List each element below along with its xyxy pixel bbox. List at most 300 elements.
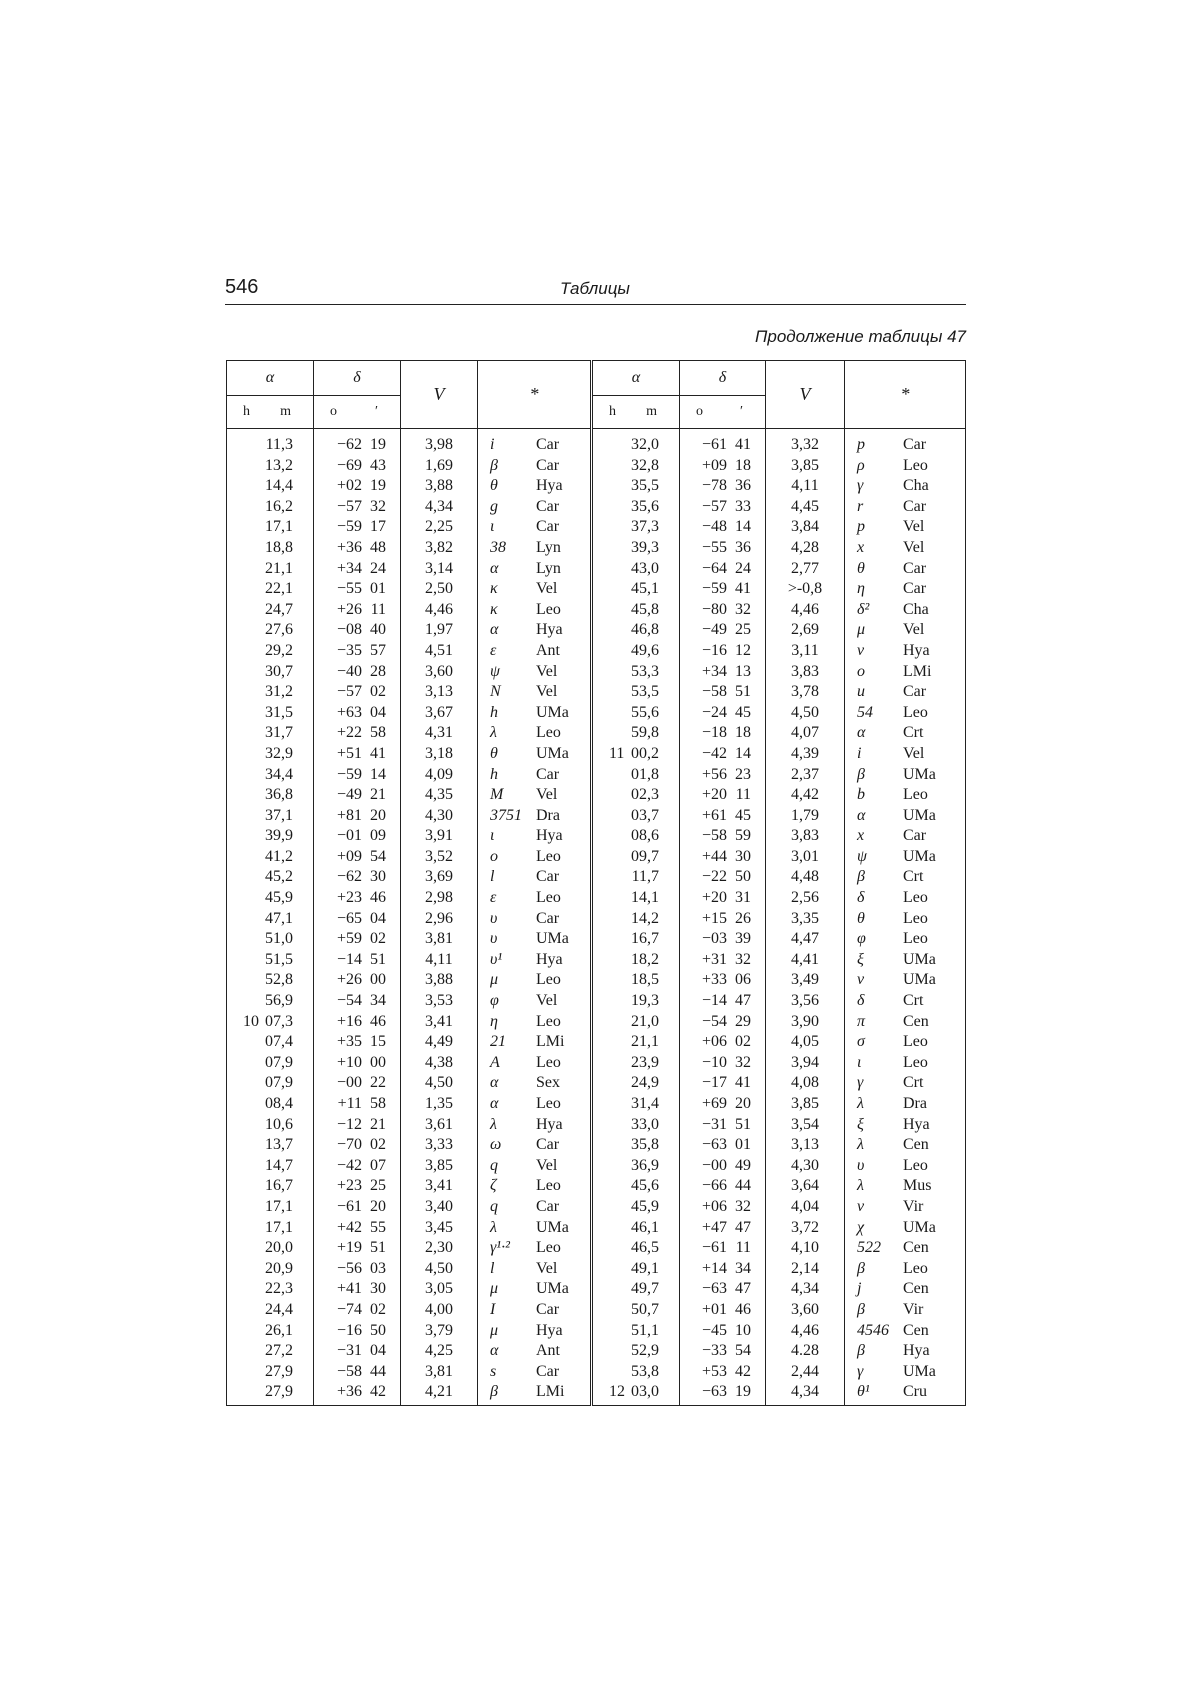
- dec-cell: [680, 785, 766, 806]
- dec-cell: [314, 847, 401, 868]
- dec-cell: [680, 867, 766, 888]
- star-cell: [478, 1073, 592, 1094]
- star-constellation: Hya: [536, 477, 563, 495]
- star-designation: α: [490, 1095, 499, 1112]
- star-designation: i: [857, 744, 862, 762]
- ra-minutes: 16,7: [631, 930, 659, 948]
- ra-cell: [592, 538, 680, 559]
- ra-minutes: 31,4: [631, 1095, 659, 1112]
- magnitude-cell: 3,91: [401, 826, 478, 847]
- ra-minutes: 45,1: [631, 580, 659, 598]
- dec-cell: [680, 497, 766, 518]
- dec-arcmin: 02: [370, 1300, 386, 1318]
- dec-degrees: +26: [336, 971, 362, 989]
- dec-degrees: −61: [701, 1239, 727, 1257]
- star-cell: [845, 456, 966, 477]
- magnitude-cell: 3,67: [401, 703, 478, 724]
- ra-minutes: 35,6: [631, 497, 659, 515]
- dec-degrees: +11: [337, 1095, 362, 1112]
- dec-arcmin: 45: [735, 703, 751, 721]
- table-row: [227, 826, 966, 847]
- dec-arcmin: 51: [370, 1239, 386, 1257]
- star-cell: [845, 1115, 966, 1136]
- star-designation: o: [490, 847, 498, 865]
- star-constellation: Vel: [536, 786, 558, 804]
- dec-degrees: −45: [701, 1321, 727, 1339]
- ra-minutes: 32,9: [265, 744, 293, 762]
- magnitude-cell: 3,05: [401, 1279, 478, 1300]
- dec-arcmin: 30: [370, 868, 386, 886]
- dec-degrees: −59: [701, 580, 727, 598]
- star-cell: [478, 785, 592, 806]
- star-designation: 21: [490, 1033, 506, 1051]
- ra-minutes: 08,4: [265, 1095, 293, 1112]
- star-cell: [845, 1300, 966, 1321]
- star-constellation: UMa: [536, 1280, 569, 1298]
- ra-cell: [592, 1218, 680, 1239]
- star-designation: ξ: [857, 950, 864, 968]
- dec-degrees: −57: [336, 683, 362, 701]
- dec-arcmin: 48: [370, 538, 386, 556]
- magnitude-cell: 3,52: [401, 847, 478, 868]
- magnitude-cell: 4,39: [766, 744, 845, 765]
- magnitude-cell: 2,50: [401, 579, 478, 600]
- dec-arcmin: 42: [370, 1383, 386, 1401]
- ra-minutes: 32,8: [631, 456, 659, 474]
- dec-arcmin: 20: [735, 1095, 751, 1112]
- star-cell: [845, 867, 966, 888]
- dec-cell: [680, 1135, 766, 1156]
- dec-arcmin: 51: [735, 683, 751, 701]
- star-constellation: Ant: [536, 1342, 560, 1360]
- ra-cell: [227, 1238, 314, 1259]
- star-constellation: Hya: [536, 950, 563, 968]
- dec-arcmin: 39: [735, 930, 751, 948]
- dec-degrees: −63: [701, 1383, 727, 1401]
- magnitude-cell: 1,35: [401, 1094, 478, 1115]
- ra-minutes: 37,3: [631, 518, 659, 536]
- dec-degrees: +51: [336, 744, 362, 762]
- ra-cell: [592, 497, 680, 518]
- ra-cell: [227, 1053, 314, 1074]
- magnitude-cell: 4,35: [401, 785, 478, 806]
- ra-minutes: 31,2: [265, 683, 293, 701]
- star-designation: φ: [857, 930, 866, 948]
- dec-arcmin: 21: [370, 1115, 386, 1133]
- dec-arcmin: 43: [370, 456, 386, 474]
- star-cell: [478, 723, 592, 744]
- star-designation: ι: [490, 518, 495, 536]
- star-constellation: Cen: [903, 1012, 929, 1030]
- ra-minutes: 18,8: [265, 538, 293, 556]
- ra-minutes: 19,3: [631, 992, 659, 1010]
- star-cell: [845, 1012, 966, 1033]
- star-constellation: Leo: [536, 1177, 561, 1195]
- ra-cell: [227, 847, 314, 868]
- star-designation: α: [490, 1342, 499, 1360]
- star-constellation: Hya: [536, 1321, 563, 1339]
- table-caption: Продолжение таблицы 47: [755, 327, 966, 346]
- star-cell: [845, 1259, 966, 1280]
- ra-minutes: 39,3: [631, 538, 659, 556]
- dec-cell: [314, 559, 401, 580]
- star-designation: μ: [490, 1321, 499, 1339]
- star-designation: A: [490, 1053, 500, 1071]
- star-cell: [845, 662, 966, 683]
- ra-minutes: 45,2: [265, 868, 293, 886]
- ra-minutes: 35,8: [631, 1136, 659, 1154]
- ra-cell: [592, 1176, 680, 1197]
- dec-arcmin: 41: [370, 744, 386, 762]
- magnitude-cell: 4,42: [766, 785, 845, 806]
- ra-cell: [592, 682, 680, 703]
- ra-cell: [592, 929, 680, 950]
- ra-minutes: 35,5: [631, 477, 659, 495]
- dec-arcmin: 02: [735, 1033, 751, 1051]
- star-cell: [478, 867, 592, 888]
- ra-cell: [227, 620, 314, 641]
- table-row: [227, 888, 966, 909]
- star-designation: θ: [490, 744, 498, 762]
- dec-degrees: −49: [336, 786, 362, 804]
- magnitude-cell: 3,33: [401, 1135, 478, 1156]
- ra-hours: 11: [609, 744, 625, 762]
- dec-cell: [680, 1073, 766, 1094]
- star-constellation: Car: [536, 1136, 560, 1154]
- dec-arcmin: 04: [370, 703, 386, 721]
- magnitude-cell: 3,85: [766, 1094, 845, 1115]
- star-designation: δ: [857, 889, 865, 907]
- ra-minutes: 52,9: [631, 1342, 659, 1360]
- star-designation: γ: [857, 477, 864, 495]
- table-row: [227, 517, 966, 538]
- star-constellation: Vel: [903, 621, 925, 639]
- star-cell: [478, 847, 592, 868]
- ra-minutes: 43,0: [631, 559, 659, 577]
- star-designation: λ: [490, 1115, 497, 1133]
- dec-arcmin: 11: [735, 1239, 751, 1257]
- ra-cell: [592, 579, 680, 600]
- magnitude-cell: 2,30: [401, 1238, 478, 1259]
- star-designation: θ: [857, 909, 865, 927]
- star-designation: ρ: [857, 456, 865, 474]
- dec-arcmin: 07: [370, 1156, 386, 1174]
- star-designation: δ: [857, 992, 865, 1010]
- magnitude-cell: 4,34: [766, 1279, 845, 1300]
- dec-arcmin: 32: [735, 950, 751, 968]
- dec-arcmin: 11: [370, 600, 386, 618]
- star-designation: θ: [857, 559, 865, 577]
- star-cell: [845, 826, 966, 847]
- star-constellation: Cha: [903, 477, 929, 495]
- magnitude-cell: 4,34: [401, 497, 478, 518]
- ra-minutes: 53,5: [631, 683, 659, 701]
- dec-arcmin: 29: [735, 1012, 751, 1030]
- star-cell: [845, 1176, 966, 1197]
- dec-arcmin: 49: [735, 1156, 751, 1174]
- dec-degrees: +22: [336, 724, 362, 742]
- dec-degrees: +10: [336, 1053, 362, 1071]
- star-designation: γ¹·²: [490, 1239, 510, 1257]
- ra-minutes: 09,7: [631, 847, 659, 865]
- star-constellation: Cen: [903, 1321, 929, 1339]
- star-cell: [845, 785, 966, 806]
- star-cell: [478, 1053, 592, 1074]
- star-constellation: Car: [536, 868, 560, 886]
- star-cell: [478, 662, 592, 683]
- star-cell: [845, 1197, 966, 1218]
- ra-minutes: 31,7: [265, 724, 293, 742]
- star-cell: [478, 1218, 592, 1239]
- star-designation: ψ: [857, 847, 867, 865]
- star-designation: ω: [490, 1136, 502, 1154]
- star-constellation: UMa: [536, 744, 569, 762]
- dec-cell: [680, 723, 766, 744]
- dec-degrees: −54: [336, 992, 362, 1010]
- star-cell: [478, 888, 592, 909]
- star-constellation: Car: [903, 827, 927, 845]
- dec-degrees: −17: [701, 1074, 727, 1092]
- dec-arcmin: 46: [370, 889, 386, 907]
- star-designation: ν: [857, 971, 865, 989]
- star-designation: β: [490, 456, 498, 474]
- magnitude-cell: 3,85: [401, 1156, 478, 1177]
- dec-arcmin: 36: [735, 477, 751, 495]
- dec-arcmin: 02: [370, 1136, 386, 1154]
- star-constellation: LMi: [536, 1383, 565, 1401]
- ra-cell: [592, 970, 680, 991]
- dec-cell: [314, 1032, 401, 1053]
- star-constellation: Car: [903, 683, 927, 701]
- ra-cell: [592, 641, 680, 662]
- star-cell: [478, 641, 592, 662]
- star-cell: [845, 847, 966, 868]
- ra-minutes: 45,8: [631, 600, 659, 618]
- dec-arcmin: 40: [370, 621, 386, 639]
- ra-minutes: 13,2: [265, 456, 293, 474]
- star-cell: [845, 744, 966, 765]
- dec-cell: [680, 600, 766, 621]
- dec-degrees: +31: [701, 950, 727, 968]
- ra-minutes: 07,4: [265, 1033, 293, 1051]
- star-cell: [478, 538, 592, 559]
- dec-cell: [314, 538, 401, 559]
- ra-cell: [592, 517, 680, 538]
- star-cell: [845, 1032, 966, 1053]
- star-designation: h: [490, 765, 498, 783]
- table-row: [227, 744, 966, 765]
- ra-minutes: 36,9: [631, 1156, 659, 1174]
- star-designation: N: [490, 683, 501, 701]
- table-row: [227, 1156, 966, 1177]
- magnitude-cell: 4,49: [401, 1032, 478, 1053]
- magnitude-cell: 3,83: [766, 662, 845, 683]
- star-constellation: Leo: [536, 600, 561, 618]
- dec-cell: [314, 1218, 401, 1239]
- dec-degrees: −66: [701, 1177, 727, 1195]
- star-cell: [845, 991, 966, 1012]
- dec-degrees: +42: [336, 1218, 362, 1236]
- table-row: [227, 1032, 966, 1053]
- magnitude-cell: 3,32: [766, 429, 845, 456]
- magnitude-cell: 3,79: [401, 1321, 478, 1342]
- star-cell: [478, 682, 592, 703]
- dec-arcmin: 57: [370, 641, 386, 659]
- ra-cell: [592, 1156, 680, 1177]
- ra-minutes: 51,0: [265, 930, 293, 948]
- star-cell: [478, 559, 592, 580]
- magnitude-cell: 4,50: [401, 1073, 478, 1094]
- dec-arcmin: 18: [735, 724, 751, 742]
- star-cell: [478, 765, 592, 786]
- magnitude-cell: 2,25: [401, 517, 478, 538]
- star-cell: [845, 765, 966, 786]
- star-designation: l: [490, 868, 495, 886]
- magnitude-cell: 3,64: [766, 1176, 845, 1197]
- dec-degrees: −08: [336, 621, 362, 639]
- star-designation: β: [857, 868, 865, 886]
- dec-arcmin: 06: [735, 971, 751, 989]
- dec-cell: [680, 620, 766, 641]
- star-designation: I: [490, 1300, 496, 1318]
- dec-arcmin: 26: [735, 909, 751, 927]
- magnitude-cell: 3,94: [766, 1053, 845, 1074]
- magnitude-cell: 3,72: [766, 1218, 845, 1239]
- ra-cell: [227, 1094, 314, 1115]
- star-designation: b: [857, 786, 865, 804]
- ra-cell: [227, 456, 314, 477]
- star-designation: u: [857, 683, 865, 701]
- magnitude-cell: 3,41: [401, 1012, 478, 1033]
- star-constellation: Vir: [903, 1197, 924, 1215]
- ra-cell: [227, 929, 314, 950]
- ra-cell: [592, 1341, 680, 1362]
- ra-minutes: 24,4: [265, 1300, 293, 1318]
- star-designation: ε: [490, 889, 497, 907]
- dec-degrees: −55: [336, 580, 362, 598]
- table-row: [227, 1073, 966, 1094]
- star-constellation: UMa: [536, 703, 569, 721]
- star-designation: 38: [490, 538, 506, 556]
- star-constellation: Leo: [536, 971, 561, 989]
- table-row: [227, 641, 966, 662]
- dec-cell: [314, 1300, 401, 1321]
- table-row: [227, 929, 966, 950]
- ra-cell: [592, 703, 680, 724]
- unit-hours: h: [243, 404, 250, 419]
- ra-minutes: 51,5: [265, 950, 293, 968]
- dec-cell: [314, 991, 401, 1012]
- dec-degrees: −80: [701, 600, 727, 618]
- dec-arcmin: 17: [370, 518, 386, 536]
- dec-degrees: +41: [336, 1280, 362, 1298]
- star-designation: λ: [857, 1095, 864, 1112]
- star-designation: β: [857, 1342, 865, 1360]
- table-row: [227, 1321, 966, 1342]
- star-designation: o: [857, 662, 865, 680]
- magnitude-cell: 3,60: [401, 662, 478, 683]
- star-designation: x: [857, 827, 865, 845]
- dec-degrees: +09: [701, 456, 727, 474]
- magnitude-cell: 2,37: [766, 765, 845, 786]
- star-designation: λ: [490, 1218, 497, 1236]
- dec-cell: [680, 806, 766, 827]
- dec-cell: [314, 1238, 401, 1259]
- dec-degrees: −61: [701, 436, 727, 453]
- ra-minutes: 07,3: [265, 1012, 293, 1030]
- dec-degrees: +20: [701, 786, 727, 804]
- star-constellation: Vel: [536, 1259, 558, 1277]
- table-row: [227, 662, 966, 683]
- magnitude-cell: 3,35: [766, 909, 845, 930]
- dec-arcmin: 24: [735, 559, 751, 577]
- ra-cell: [227, 806, 314, 827]
- dec-cell: [314, 1053, 401, 1074]
- ra-cell: [592, 991, 680, 1012]
- dec-arcmin: 55: [370, 1218, 386, 1236]
- dec-arcmin: 58: [370, 724, 386, 742]
- dec-degrees: −48: [701, 518, 727, 536]
- dec-cell: [680, 1362, 766, 1383]
- col-delta-right: δ: [680, 361, 766, 396]
- dec-cell: [314, 476, 401, 497]
- star-cell: [478, 991, 592, 1012]
- dec-arcmin: 04: [370, 909, 386, 927]
- unit-arcmin: ′: [374, 404, 378, 419]
- star-constellation: Leo: [536, 1239, 561, 1257]
- star-cell: [845, 703, 966, 724]
- magnitude-cell: 4,41: [766, 950, 845, 971]
- ra-cell: [592, 1012, 680, 1033]
- star-constellation: Car: [536, 497, 560, 515]
- ra-minutes: 36,8: [265, 786, 293, 804]
- table-row: [227, 559, 966, 580]
- ra-cell: [227, 1115, 314, 1136]
- dec-degrees: +15: [701, 909, 727, 927]
- star-cell: [845, 1094, 966, 1115]
- dec-arcmin: 32: [735, 600, 751, 618]
- dec-degrees: +44: [701, 847, 727, 865]
- dec-cell: [680, 1341, 766, 1362]
- star-cell: [478, 909, 592, 930]
- dec-degrees: +34: [701, 662, 727, 680]
- star-cell: [478, 970, 592, 991]
- ra-cell: [227, 703, 314, 724]
- magnitude-cell: 3,88: [401, 970, 478, 991]
- ra-cell: [592, 785, 680, 806]
- dec-arcmin: 25: [370, 1177, 386, 1195]
- star-cell: [845, 620, 966, 641]
- ra-cell: [227, 867, 314, 888]
- dec-degrees: +59: [336, 930, 362, 948]
- dec-degrees: −57: [336, 497, 362, 515]
- ra-minutes: 07,9: [265, 1053, 293, 1071]
- star-constellation: Lyn: [536, 559, 561, 577]
- star-constellation: Crt: [903, 724, 924, 742]
- dec-cell: [680, 950, 766, 971]
- magnitude-cell: 3,84: [766, 517, 845, 538]
- magnitude-cell: 3,83: [766, 826, 845, 847]
- ra-minutes: 27,2: [265, 1342, 293, 1360]
- magnitude-cell: 3,49: [766, 970, 845, 991]
- star-designation: g: [490, 497, 498, 515]
- ra-cell: [592, 662, 680, 683]
- dec-cell: [680, 991, 766, 1012]
- dec-arcmin: 04: [370, 1342, 386, 1360]
- star-constellation: Car: [536, 456, 560, 474]
- star-constellation: Cru: [903, 1383, 927, 1401]
- ra-cell: [592, 1053, 680, 1074]
